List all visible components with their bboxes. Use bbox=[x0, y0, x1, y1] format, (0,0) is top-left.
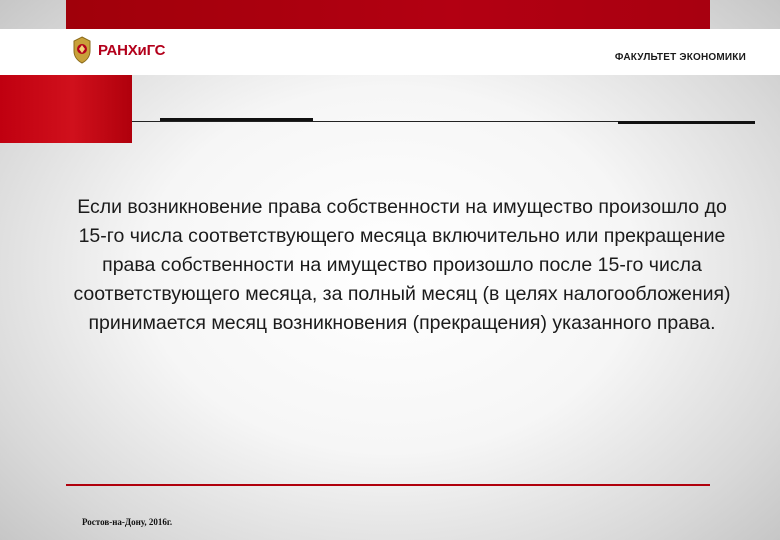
faculty-title: ФАКУЛЬТЕТ ЭКОНОМИКИ bbox=[614, 52, 746, 63]
organization-logo bbox=[70, 34, 165, 66]
header-divider-accent-right bbox=[618, 121, 755, 124]
main-paragraph: Если возникновение права собственности на имущество произошло до 15-го числа соответствующего месяца включительно или прекращение права собственности на имущество произошло после 15-го числа соответствующего месяца, за полный месяц (в целях налогообложения) принимается месяц возникновения (прекращения) указанного права. bbox=[73, 196, 731, 334]
header-divider-accent-left bbox=[160, 118, 313, 121]
ranepa-emblem-icon bbox=[70, 35, 94, 65]
footer-divider bbox=[66, 484, 710, 486]
footer-place-date: Ростов-на-Дону, 2016г. bbox=[82, 517, 173, 527]
logo-text: РАНХиГС bbox=[98, 41, 166, 59]
top-red-bar bbox=[66, 0, 710, 29]
left-red-block bbox=[0, 75, 132, 143]
